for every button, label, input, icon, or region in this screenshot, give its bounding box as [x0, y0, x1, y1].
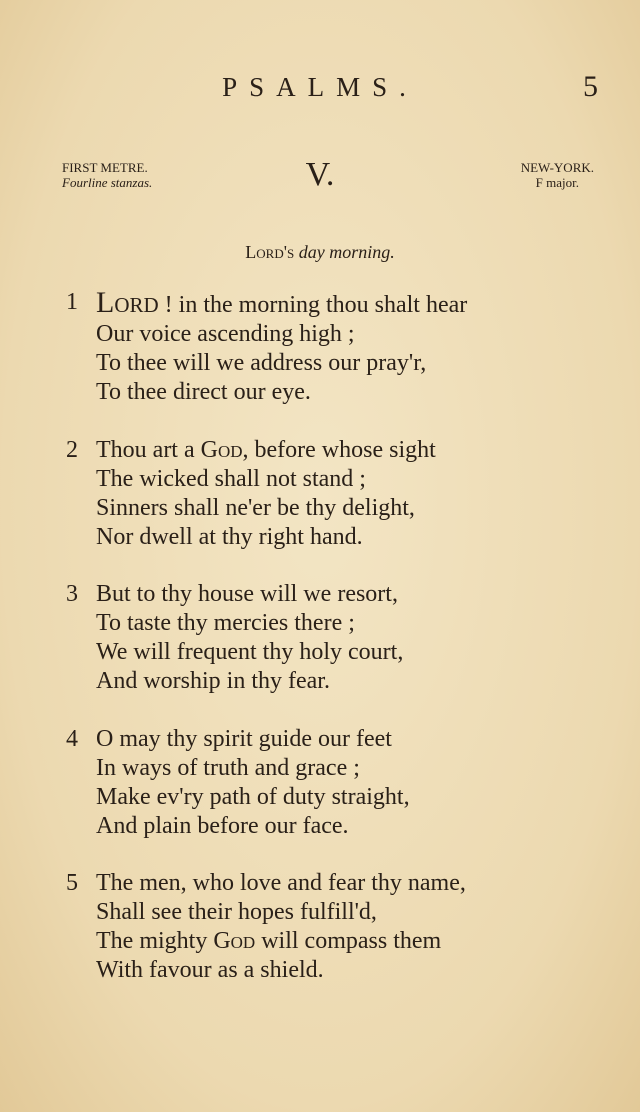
stanza-line: Our voice ascending high ; — [96, 321, 355, 347]
stanza-number: 4 — [66, 725, 78, 752]
stanza-line — [96, 436, 586, 465]
line-text: Thou art a — [96, 436, 201, 463]
line-text: , before whose sight — [242, 436, 436, 463]
stanza-number: 5 — [66, 870, 78, 896]
stanza-line: We will frequent thy holy court, — [96, 639, 404, 665]
stanza-line: Make ev'ry path of duty straight, — [96, 783, 410, 810]
subtitle-italic: day morning. — [298, 242, 395, 262]
stanza-line: O may thy spirit guide our feet — [96, 725, 392, 752]
stanza-line — [96, 288, 586, 320]
stanza-line — [96, 927, 586, 956]
stanza-form-label: Fourline stanzas. — [62, 175, 153, 190]
stanza-1 — [66, 288, 586, 407]
line-text: The mighty — [96, 928, 214, 954]
stanza-line: Shall see their hopes fulfill'd, — [96, 899, 377, 925]
running-title: PSALMS. — [222, 72, 418, 102]
divine-name: God — [213, 928, 256, 954]
psalm-subtitle — [0, 242, 640, 263]
stanza-line: To thee will we address our pray'r, — [96, 350, 427, 376]
psalm-number: V. — [305, 156, 335, 193]
stanza-line: To thee direct our eye. — [96, 379, 311, 405]
stanza-line: The wicked shall not stand ; — [96, 465, 366, 492]
tune-name: NEW-YORK. — [520, 160, 594, 175]
stanza-number: 2 — [66, 436, 78, 463]
line-text: ! in the morning thou shalt hear — [158, 292, 468, 318]
stanza-line: Nor dwell at thy right hand. — [96, 523, 363, 550]
stanza-line: The men, who love and fear thy name, — [96, 870, 466, 896]
stanza-list — [66, 288, 586, 1014]
stanza-3 — [66, 580, 586, 696]
stanza-line: But to thy house will we resort, — [96, 581, 398, 607]
stanza-line: To taste thy mercies there ; — [96, 610, 355, 636]
subtitle-small-caps: Lord's — [245, 242, 295, 262]
tune-key: F major. — [535, 175, 580, 190]
stanza-number: 3 — [66, 581, 78, 607]
stanza-line: Sinners shall ne'er be thy delight, — [96, 494, 415, 521]
stanza-2 — [66, 436, 586, 552]
page-number: 5 — [583, 70, 598, 103]
line-text: will compass them — [255, 928, 442, 954]
stanza-line: And worship in thy fear. — [96, 668, 330, 694]
stanza-4 — [66, 725, 586, 841]
stanza-line: In ways of truth and grace ; — [96, 754, 360, 781]
stanza-5 — [66, 869, 586, 985]
stanza-line: With favour as a shield. — [96, 957, 324, 983]
divine-name: God — [200, 436, 243, 463]
first-word: Lord — [96, 286, 159, 319]
stanza-line: And plain before our face. — [96, 812, 349, 839]
metre-label: FIRST METRE. — [62, 160, 148, 175]
stanza-number: 1 — [66, 289, 78, 315]
tune-info — [521, 160, 594, 190]
